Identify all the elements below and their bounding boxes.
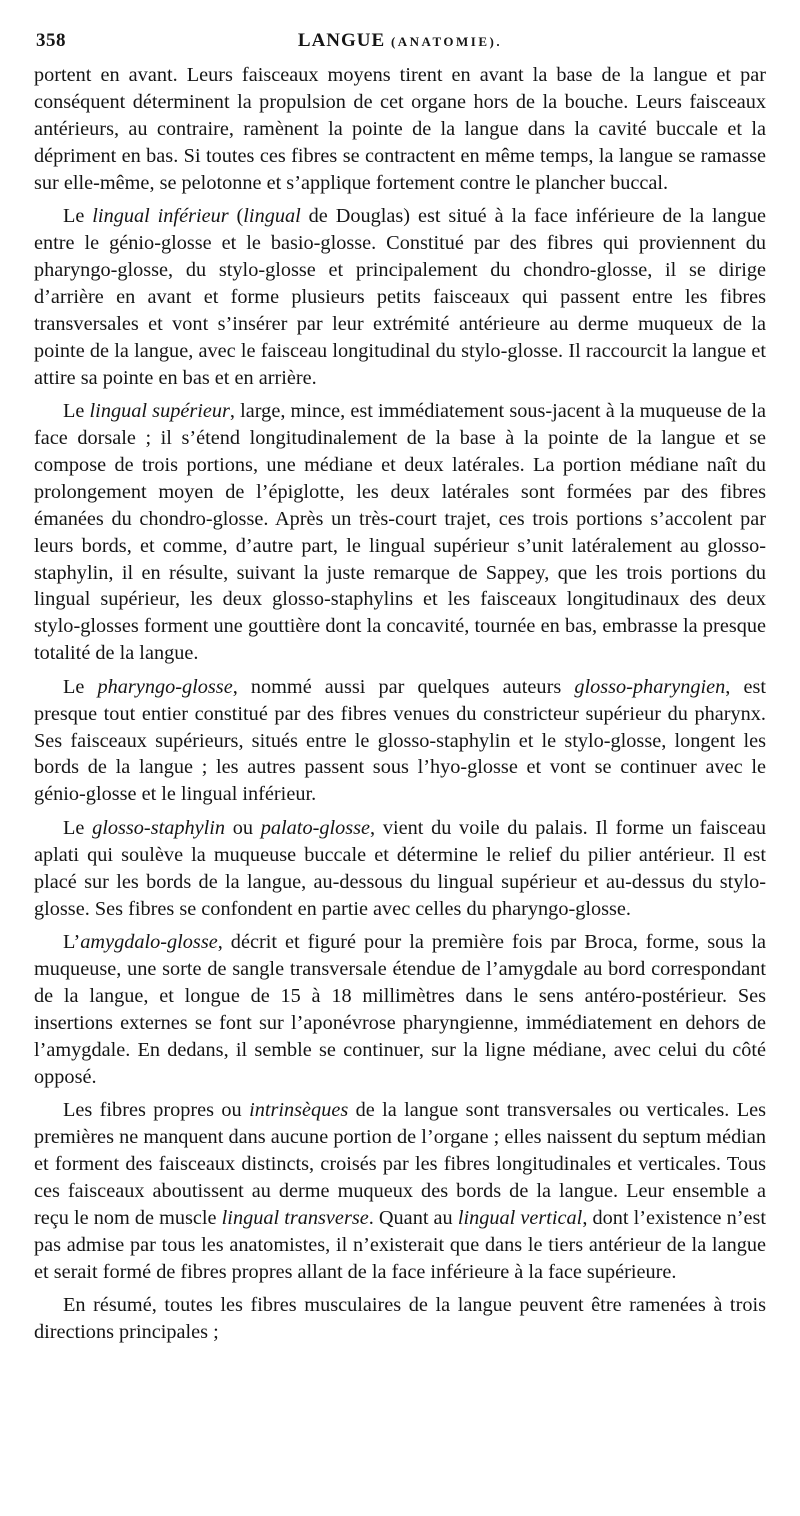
text-run: , vient du voile du palais. Il forme un faisceau aplati qui soulève la muqueuse buccale et détermine le relief du pilier antérieur. Il est placé sur les bords de la langue, au-dessous du lingual supérieur et au-dessus du stylo-glosse. Ses fibres se confondent en partie avec celles du pharyngo-glosse. [34,816,766,920]
running-subtitle: (ANATOMIE). [390,34,503,49]
paragraph-1 [34,62,766,197]
paragraph-lingual-inferieur [34,203,766,391]
text-run: Le [63,400,90,423]
text-run: , nommé aussi par quelques auteurs [232,675,575,698]
page-header [36,30,764,58]
text-run: . Quant au [368,1206,458,1229]
text-run: , est presque tout entier constitué par des fibres venues du constricteur supérieur du pharynx. Ses faisceaux supérieurs, situés entre le glosso-staphylin et le stylo-glosse, longent les bords de la langue ; les autres passent sous l’hyo-glosse et vont se continuer avec le génio-glosse et le lingual inférieur. [34,675,766,806]
term-glosso-pharyngien: glosso-pharyngien [574,675,726,698]
text-run: de la langue sont transversales ou verticales. Les premières ne manquent dans aucune portion de l’organe ; elles naissent du septum médian et forment des faisceaux distincts, croisés par les fibres longitudinales et verticales. Tous ces faisceaux aboutissent au derme muqueux des bords de la langue. Leur ensemble a reçu le nom de muscle [34,1099,766,1229]
paragraph-text: En résumé, toutes les fibres musculaires de la langue peuvent être ramenées à trois directions principales ; [34,1294,766,1343]
text-run: de Douglas) est situé à la face inférieure de la langue entre le génio-glosse et le basio-glosse. Constitué par des fibres qui proviennent du pharyngo-glosse, du stylo-glosse et principalement du chondro-glosse, il se dirige d’arrière en avant et forme plusieurs petits faisceaux qui passent entre les fibres transversales et vont s’insérer par leur extrémité antérieure au derme muqueux de la pointe de la langue, avec le faisceau longitudinal du stylo-glosse. Il raccourcit la langue et attire sa pointe en bas et en arrière. [34,205,767,389]
term-lingual: lingual [243,205,301,228]
term-lingual-inferieur: lingual inférieur [92,205,229,228]
text-run: ou [225,816,261,839]
text-run: Le [63,205,93,228]
paragraph-amygdalo-glosse [34,929,766,1090]
running-head [36,30,764,52]
term-lingual-superieur: lingual supérieur [89,400,230,423]
paragraph-resume [34,1292,766,1346]
paragraph-glosso-staphylin [34,815,766,923]
paragraph-text: portent en avant. Leurs faisceaux moyens tirent en avant la base de la langue et par conséquent déterminent la propulsion de cet organe hors de la bouche. Leurs faisceaux antérieurs, au contraire, ramènent la pointe de la langue dans la cavité buccale et la dépriment en bas. Si toutes ces fibres se contractent en même temps, la langue se ramasse sur elle-même, se pelotonne et s’applique fortement contre le plancher buccal. [34,64,766,194]
text-run: Le [63,675,98,698]
text-run: Les fibres propres ou [63,1099,250,1122]
term-palato-glosse: palato-glosse [260,816,371,839]
term-glosso-staphylin: glosso-staphylin [92,816,226,839]
term-amygdalo-glosse: amygdalo-glosse [80,931,218,954]
body-text [34,62,766,1352]
paragraph-lingual-superieur [34,398,766,667]
text-run: Le [63,816,93,839]
text-run: , large, mince, est immédiatement sous-jacent à la muqueuse de la face dorsale ; il s’étend longitudinalement de la base à la pointe de la langue et se compose de trois portions, une médiane et deux latérales. La portion médiane naît du prolongement moyen de l’épiglotte, les deux latérales sont formées par des fibres émanées du chondro-glosse. Après un très-court trajet, ces trois portions s’accolent par leurs bords, et comme, d’autre part, le lingual supérieur s’unit latéralement au glosso-staphylin, il en résulte, suivant la juste remarque de Sappey, que les trois portions du lingual supérieur, les deux glosso-staphylins et les faisceaux longitudinaux des deux stylo-glosses forment une gouttière dont la concavité, tournée en bas, embrasse la presque totalité de la langue. [34,400,766,665]
term-pharyngo-glosse: pharyngo-glosse [97,675,233,698]
text-run: , dont l’existence n’est pas admise par tous les anatomistes, il n’existerait que dans le tiers antérieur de la langue et serait formé de fibres propres allant de la face inférieure à la face supérieure. [34,1206,767,1283]
paragraph-fibres-intrinseques [34,1097,766,1285]
term-lingual-transverse: lingual transverse [221,1206,369,1229]
term-lingual-vertical: lingual vertical [457,1206,583,1229]
text-run: ( [228,205,244,228]
text-run: L’ [63,931,81,954]
text-run: , décrit et figuré pour la première fois par Broca, forme, sous la muqueuse, une sorte de sangle transversale étendue de l’amygdale au bord correspondant de la langue, et longue de 15 à 18 millimètres dans le sens antéro-postérieur. Ses insertions externes se font sur l’aponévrose pharyngienne, immédiatement en dehors de l’amygdale. En dedans, il semble se continuer, sur la ligne médiane, avec celui du côté opposé. [34,931,766,1088]
page-number: 358 [36,30,66,51]
running-title: LANGUE [297,30,386,51]
term-intrinseques: intrinsèques [249,1099,349,1122]
paragraph-pharyngo-glosse [34,674,766,809]
